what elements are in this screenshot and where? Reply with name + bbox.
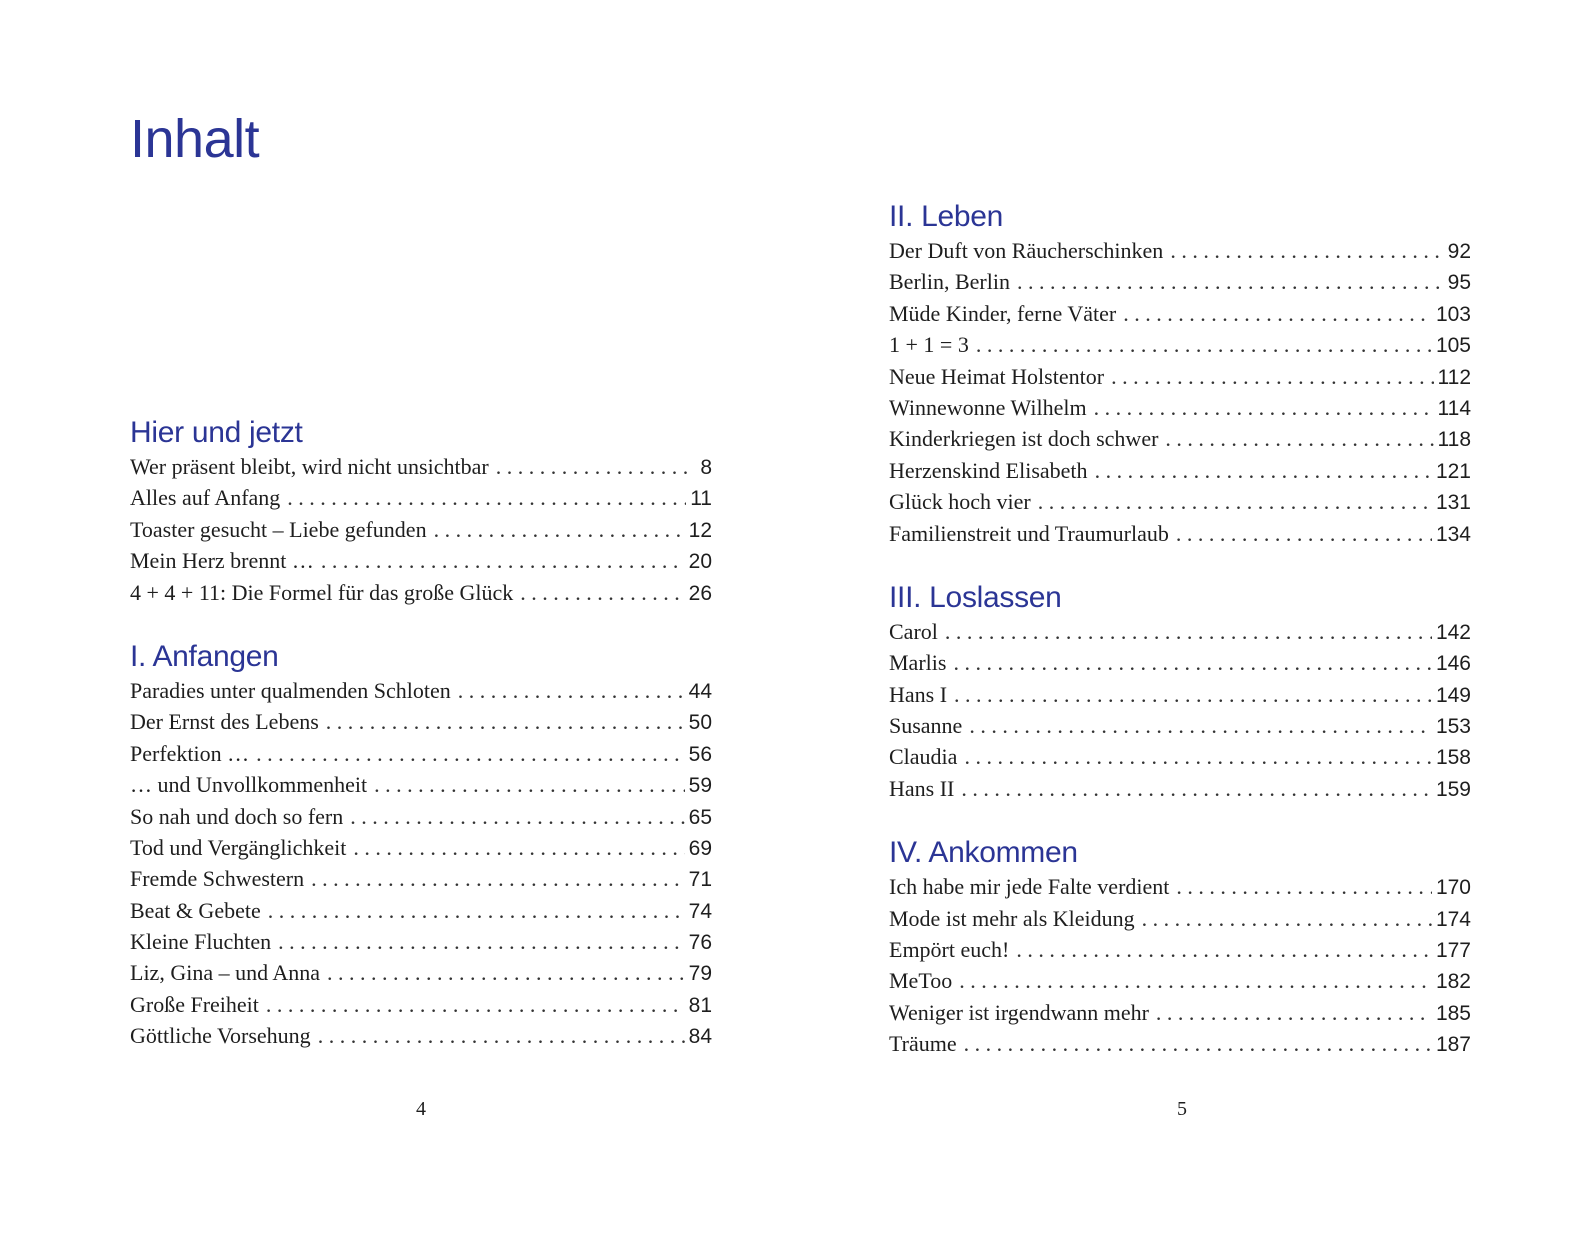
dot-leader (287, 482, 686, 513)
toc-entry[interactable] (130, 577, 712, 608)
toc-entry-page-number: 187 (1435, 1033, 1471, 1057)
toc-entry-title: Müde Kinder, ferne Väter (889, 300, 1117, 326)
toc-entry-title: Liz, Gina – und Anna (130, 960, 321, 986)
toc-column-right (889, 200, 1471, 1060)
toc-entry[interactable] (889, 647, 1471, 678)
toc-entry-title: Kinderkriegen ist doch schwer (889, 426, 1159, 452)
dot-leader (350, 801, 684, 832)
toc-entry-page-number: 182 (1435, 970, 1471, 994)
dot-leader (959, 965, 1432, 996)
dot-leader (945, 616, 1432, 647)
toc-entry[interactable] (130, 545, 712, 576)
toc-entry[interactable] (889, 679, 1471, 710)
toc-entry-title: Der Duft von Räucherschinken (889, 238, 1164, 263)
toc-list (889, 616, 1471, 804)
toc-entry-title: Der Ernst des Lebens (130, 709, 319, 735)
dot-leader (311, 863, 685, 894)
toc-entry-page-number: 79 (688, 962, 712, 986)
toc-entry[interactable] (889, 741, 1471, 772)
dot-leader (1123, 298, 1432, 329)
toc-entry-page-number: 95 (1447, 271, 1471, 295)
dot-leader (318, 1020, 685, 1051)
toc-entry-page-number: 149 (1435, 683, 1471, 707)
toc-entry-title: Große Freiheit (130, 991, 259, 1017)
toc-entry[interactable] (889, 392, 1471, 423)
toc-entry-page-number: 65 (688, 805, 712, 829)
toc-entry-title: Alles auf Anfang (130, 485, 281, 511)
dot-leader (954, 679, 1432, 710)
toc-entry[interactable] (130, 514, 712, 545)
toc-entry[interactable] (889, 423, 1471, 454)
toc-entry-title: Herzenskind Elisabeth (889, 457, 1088, 483)
toc-entry-page-number: 158 (1435, 746, 1471, 770)
toc-entry-page-number: 142 (1435, 620, 1471, 644)
toc-entry-title: Göttliche Vorsehung (130, 1023, 311, 1049)
toc-entry-title: Winnewonne Wilhelm (889, 394, 1087, 420)
toc-entry-page-number: 69 (688, 836, 712, 860)
section-heading: III. Loslassen (889, 580, 1062, 614)
toc-entry[interactable] (889, 1028, 1471, 1059)
toc-entry-title: Weniger ist irgendwann mehr (889, 999, 1149, 1025)
toc-entry-title: Empört euch! (889, 937, 1010, 963)
dot-leader (1176, 871, 1432, 902)
section-heading: Hier und jetzt (130, 416, 303, 449)
toc-entry[interactable] (130, 769, 712, 800)
toc-entry-title: Toaster gesucht – Liebe gefunden (130, 516, 427, 542)
toc-entry-page-number: 74 (688, 899, 712, 923)
dot-leader (278, 926, 685, 957)
dot-leader (953, 647, 1432, 678)
dot-leader (1170, 235, 1443, 266)
toc-entry-title: Susanne (889, 713, 963, 739)
toc-entry-title: Mein Herz brennt … (130, 548, 314, 574)
toc-entry-title: Glück hoch vier (889, 489, 1031, 515)
toc-entry[interactable] (889, 997, 1471, 1028)
toc-entry[interactable] (889, 486, 1471, 517)
toc-entry[interactable] (889, 266, 1471, 297)
toc-entry-title: Hans I (889, 681, 948, 707)
toc-entry-page-number: 81 (688, 993, 712, 1017)
toc-entry-title: Tod und Vergänglichkeit (130, 834, 347, 860)
toc-entry-page-number: 105 (1435, 334, 1471, 358)
dot-leader (326, 706, 685, 737)
dot-leader (458, 675, 685, 706)
dot-leader (256, 738, 684, 769)
toc-entry-title: Carol (889, 618, 938, 644)
toc-entry-title: Beat & Gebete (130, 897, 261, 923)
toc-entry-page-number: 76 (688, 931, 712, 955)
toc-entry-page-number: 134 (1435, 522, 1471, 546)
toc-list (889, 235, 1471, 549)
dot-leader (268, 895, 685, 926)
toc-entry-title: Mode ist mehr als Kleidung (889, 905, 1135, 931)
dot-leader (1156, 997, 1432, 1028)
toc-entry[interactable] (889, 965, 1471, 996)
dot-leader (961, 773, 1432, 804)
toc-entry-page-number: 146 (1435, 652, 1471, 676)
toc-list (130, 451, 712, 608)
toc-entry[interactable] (130, 1020, 712, 1051)
toc-entry-page-number: 185 (1435, 1001, 1471, 1025)
dot-leader (1017, 266, 1444, 297)
toc-entry[interactable] (889, 455, 1471, 486)
dot-leader (1111, 361, 1433, 392)
dot-leader (1094, 392, 1434, 423)
toc-entry-title: Wer präsent bleibt, wird nicht unsichtbar (130, 454, 489, 479)
toc-entry-title: Perfektion … (130, 740, 250, 766)
toc-entry-page-number: 44 (688, 679, 712, 703)
toc-entry-title: Neue Heimat Holstentor (889, 363, 1105, 389)
dot-leader (434, 514, 685, 545)
dot-leader (520, 577, 684, 608)
toc-entry[interactable] (889, 710, 1471, 741)
toc-entry-page-number: 20 (688, 550, 712, 574)
toc-entry-page-number: 92 (1447, 240, 1471, 263)
toc-entry[interactable] (889, 616, 1471, 647)
toc-entry[interactable] (130, 482, 712, 513)
dot-leader (1095, 455, 1432, 486)
toc-entry-page-number: 114 (1437, 396, 1471, 420)
dot-leader (964, 741, 1432, 772)
toc-entry-page-number: 11 (690, 487, 712, 511)
toc-entry-title: 4 + 4 + 11: Die Formel für das große Glück (130, 579, 514, 605)
toc-column-left (130, 416, 712, 1052)
toc-entry[interactable] (130, 801, 712, 832)
toc-entry[interactable] (130, 675, 712, 706)
toc-entry-title: Träume (889, 1031, 957, 1057)
toc-entry-title: Fremde Schwestern (130, 866, 305, 892)
toc-entry[interactable] (889, 773, 1471, 804)
toc-entry-page-number: 12 (688, 518, 712, 542)
toc-entry[interactable] (130, 926, 712, 957)
toc-entry[interactable] (130, 451, 712, 482)
dot-leader (964, 1028, 1432, 1059)
toc-entry-title: Marlis (889, 650, 947, 676)
section-heading: IV. Ankommen (889, 836, 1078, 870)
toc-entry-page-number: 170 (1435, 876, 1471, 900)
toc-entry-page-number: 174 (1435, 907, 1471, 931)
dot-leader (496, 451, 688, 482)
toc-section-ankommen (889, 836, 1471, 1059)
toc-entry-page-number: 118 (1437, 428, 1471, 452)
toc-entry-title: Berlin, Berlin (889, 269, 1010, 295)
dot-leader (969, 710, 1432, 741)
toc-entry[interactable] (889, 518, 1471, 549)
toc-entry-page-number: 84 (688, 1025, 712, 1049)
section-heading: II. Leben (889, 200, 1004, 233)
dot-leader (374, 769, 685, 800)
toc-section-hier-und-jetzt (130, 416, 712, 608)
dot-leader (1176, 518, 1432, 549)
dot-leader (266, 989, 685, 1020)
toc-entry-page-number: 159 (1435, 777, 1471, 801)
toc-entry-title: Hans II (889, 775, 955, 801)
toc-entry[interactable] (130, 989, 712, 1020)
page-number-left: 4 (416, 1098, 426, 1120)
toc-entry-page-number: 50 (688, 711, 712, 735)
toc-entry-page-number: 59 (688, 774, 712, 798)
toc-entry-page-number: 153 (1435, 715, 1471, 739)
toc-entry-title: Claudia (889, 744, 958, 770)
toc-entry[interactable] (130, 706, 712, 737)
toc-entry[interactable] (889, 235, 1471, 266)
toc-section-anfangen (130, 640, 712, 1052)
toc-entry[interactable] (889, 903, 1471, 934)
toc-list (889, 871, 1471, 1059)
toc-entry-page-number: 177 (1435, 939, 1471, 963)
toc-entry-title: 1 + 1 = 3 (889, 332, 969, 358)
toc-entry-page-number: 121 (1435, 459, 1471, 483)
toc-list (130, 675, 712, 1052)
toc-entry-page-number: 131 (1435, 491, 1471, 515)
dot-leader (321, 545, 685, 576)
toc-entry[interactable] (889, 298, 1471, 329)
toc-section-loslassen (889, 581, 1471, 804)
dot-leader (1038, 486, 1432, 517)
page-number-right: 5 (1177, 1098, 1187, 1120)
toc-entry-title: Paradies unter qualmenden Schloten (130, 677, 451, 703)
toc-entry[interactable] (889, 871, 1471, 902)
toc-entry-title: MeToo (889, 968, 953, 994)
dot-leader (976, 329, 1432, 360)
dot-leader (1165, 423, 1433, 454)
toc-entry[interactable] (889, 934, 1471, 965)
toc-entry-title: Familienstreit und Traumurlaub (889, 520, 1169, 546)
toc-entry[interactable] (130, 832, 712, 863)
toc-entry-page-number: 71 (688, 868, 712, 892)
toc-section-leben (889, 200, 1471, 549)
dot-leader (1142, 903, 1432, 934)
dot-leader (327, 957, 685, 988)
toc-entry-page-number: 103 (1435, 302, 1471, 326)
toc-entry-page-number: 56 (688, 742, 712, 766)
toc-entry-title: Ich habe mir jede Falte verdient (889, 874, 1170, 900)
toc-entry-page-number: 8 (700, 456, 712, 479)
dot-leader (353, 832, 684, 863)
page-title: Inhalt (130, 109, 260, 169)
toc-entry[interactable] (889, 329, 1471, 360)
section-heading: I. Anfangen (130, 639, 279, 673)
toc-entry-title: So nah und doch so fern (130, 803, 344, 829)
toc-entry[interactable] (889, 361, 1471, 392)
toc-entry-title: Kleine Fluchten (130, 929, 272, 955)
toc-entry[interactable] (130, 738, 712, 769)
dot-leader (1016, 934, 1432, 965)
toc-entry[interactable] (130, 895, 712, 926)
toc-entry-page-number: 26 (688, 581, 712, 605)
toc-entry-page-number: 112 (1437, 365, 1471, 389)
toc-entry-title: … und Unvollkommenheit (130, 772, 368, 798)
toc-entry[interactable] (130, 957, 712, 988)
toc-entry[interactable] (130, 863, 712, 894)
